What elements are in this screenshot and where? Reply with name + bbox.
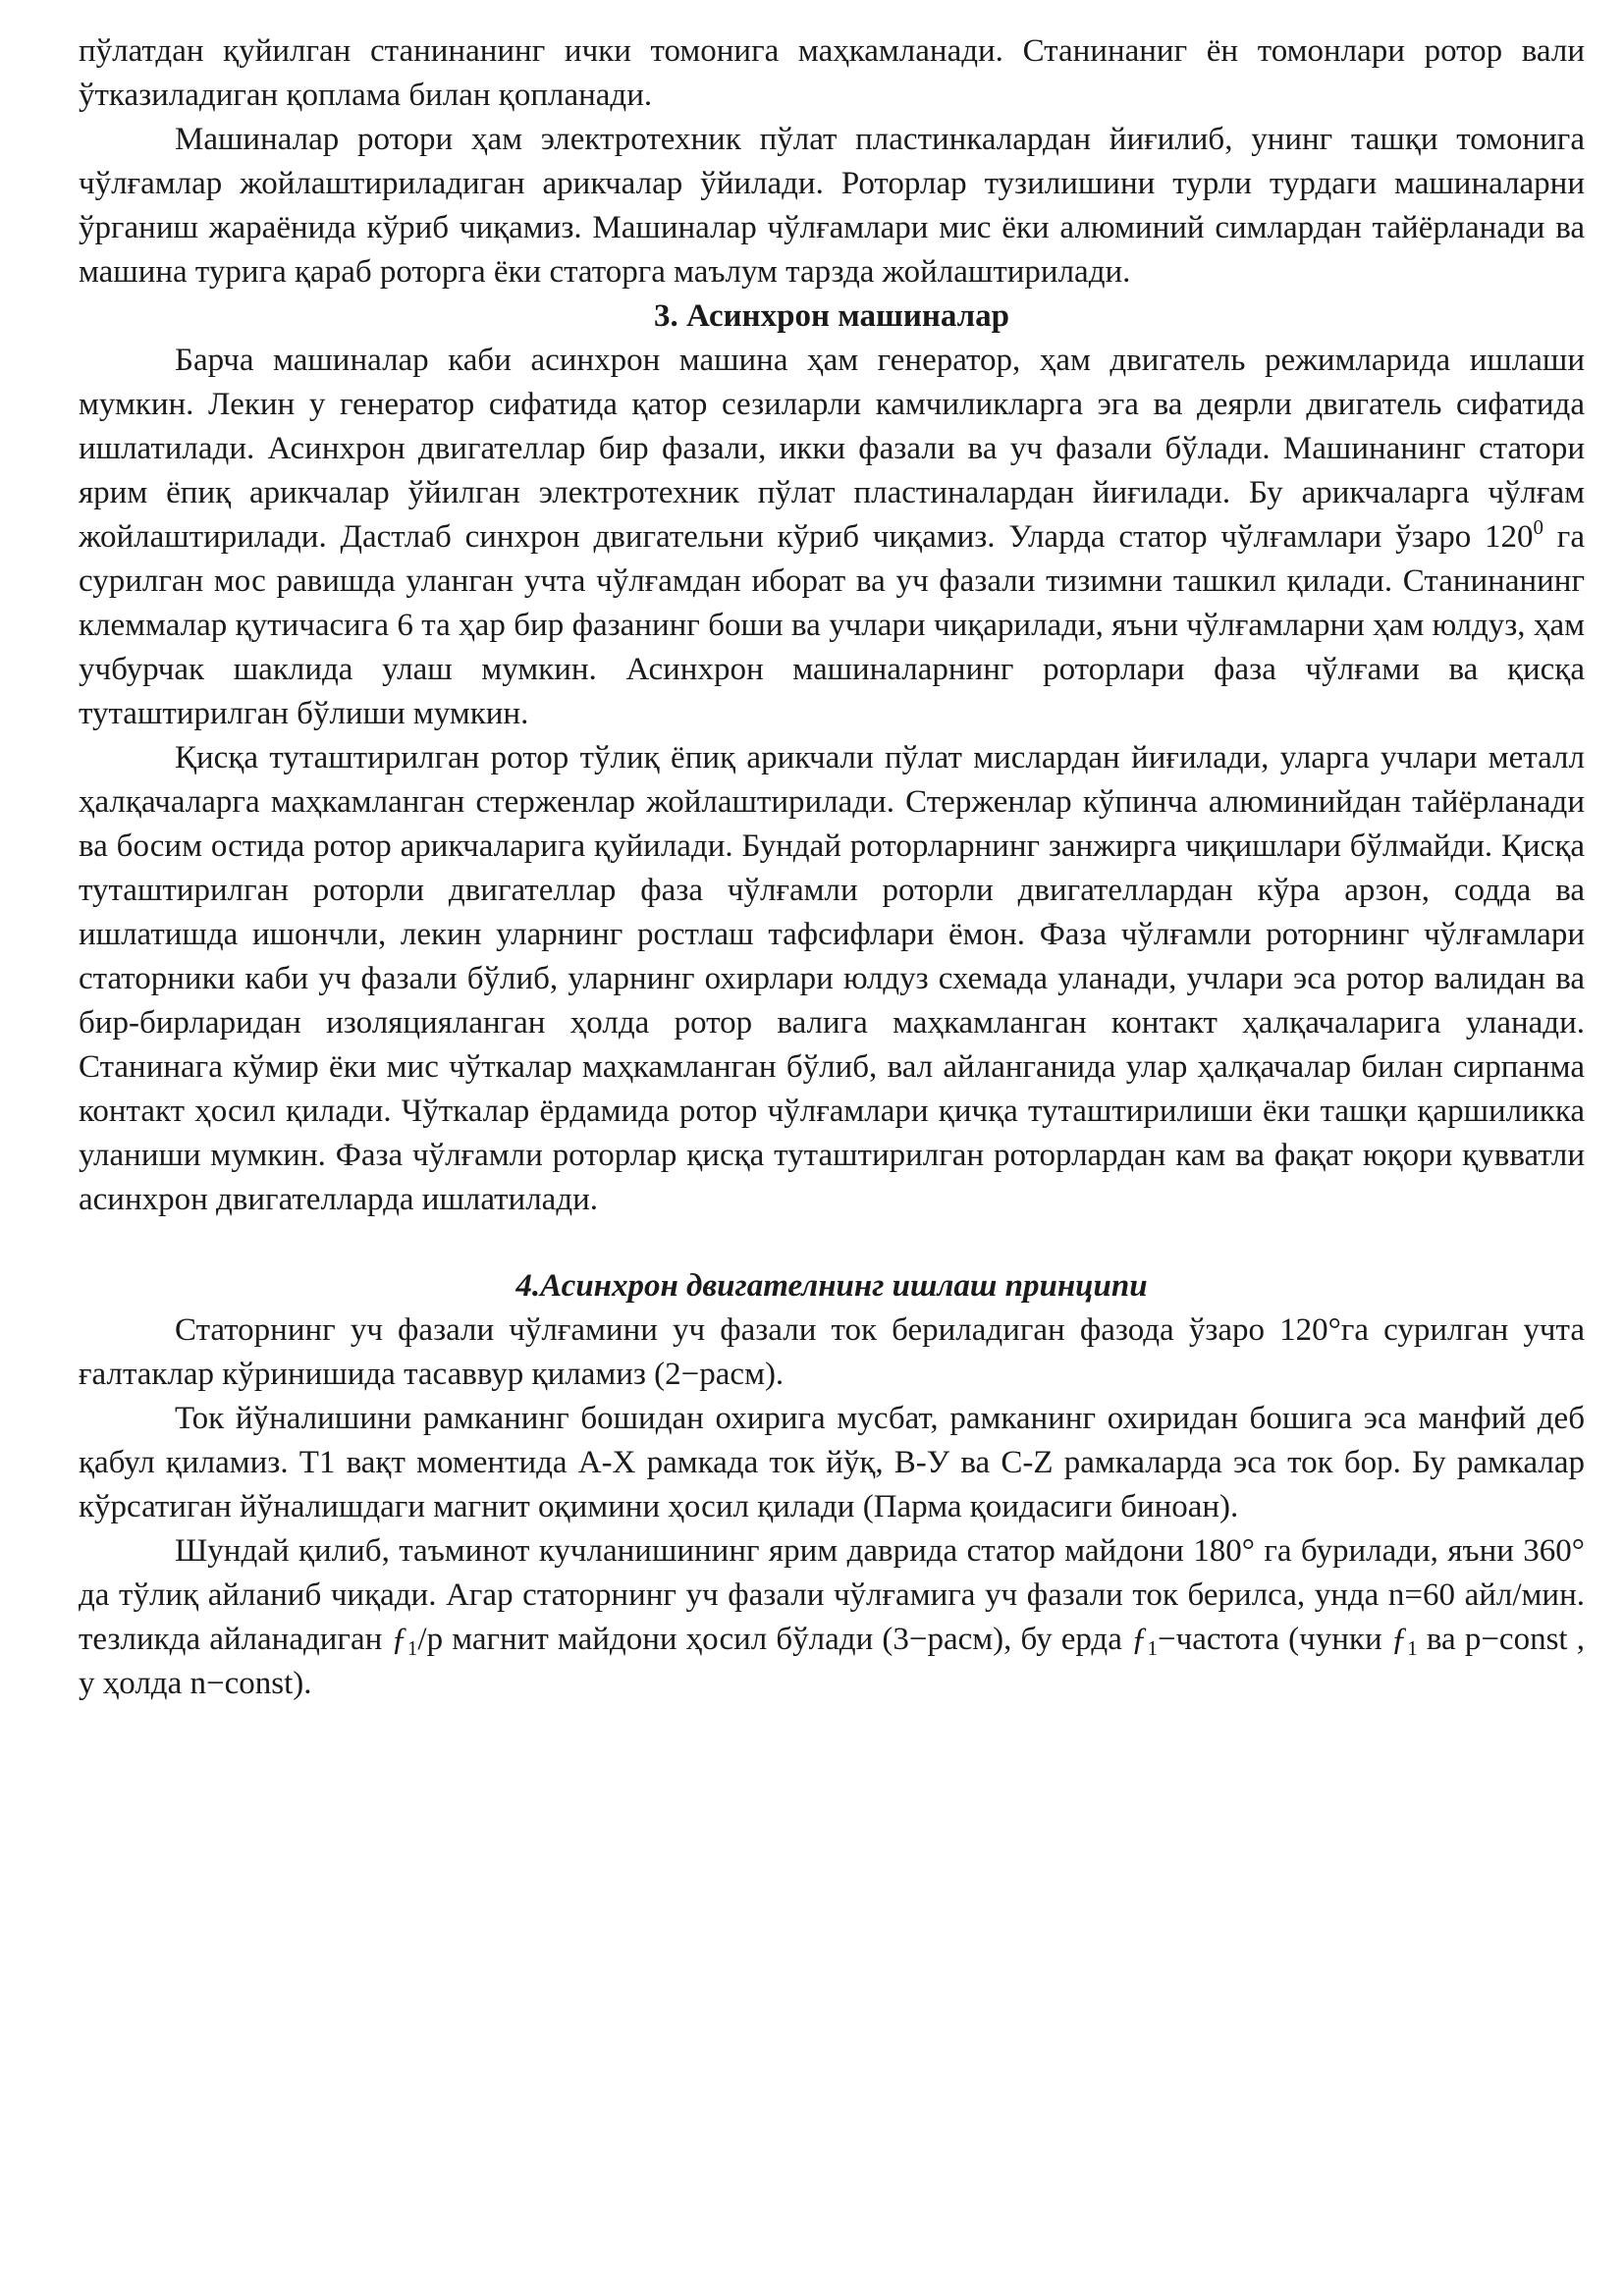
frequency-subscript: 1: [406, 1636, 418, 1660]
intro-paragraph-rotor: Машиналар ротори ҳам электротехник пўлат пластинкалардан йиғилиб, унинг ташқи томонига чўлғамлар жойлаштириладиган арикчалар ўйилади. Роторлар тузилишини турли турдаги машиналарни ўрганиш жараёнида кўриб чиқамиз. Машиналар чўлғамлари мис ёки алюминий симлардан тайёрланади ва машина турига қараб роторга ёки статорга маълум тарзда жойлаштирилади.: [79, 122, 1585, 290]
section-3-p1-text-a: Барча машиналар каби асинхрон машина ҳам генератор, ҳам двигатель режимларида ишлаши мумкин. Лекин у генератор сифатида қатор сезиларли камчиликларга эга ва деярли двигатель сифатида ишлатилади. Асинхрон двигателлар бир фазали, икки фазали ва уч фазали бўлади. Машинанинг статори ярим ёпиқ арикчалар ўйилган электротехник пўлат пластиналардан йиғилади. Бу арикчаларга чўлғам жойлаштирилади. Дастлаб синхрон двигательни кўриб чиқамиз. Уларда статор чўлғамлари ўзаро 120: [79, 343, 1585, 555]
section-4-heading: 4.Асинхрон двигателнинг ишлаш принципи: [515, 1268, 1148, 1304]
section-3-paragraph-1: [79, 339, 1585, 736]
section-3-paragraph-2: Қисқа туташтирилган ротор тўлиқ ёпиқ арикчали пўлат мислардан йиғилади, уларга учлари металл ҳалқачаларга маҳкамланган стерженлар жойлаштирилади. Стерженлар кўпинча алюминийдан тайёрланади ва босим остида ротор арикчаларига қуйилади. Бундай роторларнинг занжирга чиқишлари бўлмайди. Қисқа туташтирилган роторли двигателлар фаза чўлғамли роторли двигателлардан кўра арзон, содда ва ишлатишда ишончли, лекин уларнинг ростлаш тафсифлари ёмон. Фаза чўлғамли роторнинг чўлғамлари статорники каби уч фазали бўлиб, уларнинг охирлари юлдуз схемада уланади, учлари эса ротор валидан ва бир-бирларидан изоляцияланган ҳолда ротор валига маҳкамланган контакт ҳалқачаларига уланади. Станинага кўмир ёки мис чўткалар маҳкамланган бўлиб, вал айланганида улар ҳалқачалар билан сирпанма контакт ҳосил қилади. Чўткалар ёрдамида ротор чўлғамлари қичқа туташтирилиши ёки ташқи қаршиликка уланиши мумкин. Фаза чўлғамли роторлар қисқа туташтирилган роторлардан кам ва фақат юқори қувватли асинхрон двигателларда ишлатилади.: [79, 740, 1585, 1217]
section-3-p1-text-b: га сурилган мос равишда уланган учта чўлғамдан иборат ва уч фазали тизимни ташкил қилади. Станинанинг клеммалар қутичасига 6 та ҳар бир фазанинг боши ва учлари чиқарилади, яъни чўлғамларни ҳам юлдуз, ҳам учбурчак шаклида улаш мумкин. Асинхрон машиналарнинг роторлари фаза чўлғами ва қисқа туташтирилган бўлиши мумкин.: [79, 519, 1585, 731]
section-4-p3-text-b: /р магнит майдони ҳосил бўлади (3−расм), бу ерда: [417, 1622, 1131, 1657]
frequency-symbol: ƒ: [1131, 1622, 1148, 1657]
section-4-paragraph-3: [79, 1529, 1585, 1706]
frequency-subscript: 1: [1147, 1636, 1158, 1660]
degree-superscript: 0: [1533, 515, 1544, 539]
section-4-p3-text-c: −частота (чунки: [1158, 1622, 1391, 1657]
intro-paragraph-continued: пўлатдан қуйилган станинанинг ички томонига маҳкамланади. Станинаниг ён томонлари ротор вали ўтказиладиган қоплама билан қопланади.: [79, 33, 1585, 113]
frequency-symbol: ƒ: [1390, 1622, 1408, 1657]
section-4-paragraph-2: Ток йўналишини рамканинг бошидан охирига мусбат, рамканинг охиридан бошига эса манфий деб қабул қиламиз. Т1 вақт моментида А-Х рамкада ток йўқ, В-У ва С-Z рамкаларда эса ток бор. Бу рамкалар кўрсатиган йўналишдаги магнит оқимини ҳосил қилади (Парма қоидасиги биноан).: [79, 1401, 1585, 1524]
frequency-subscript: 1: [1407, 1636, 1418, 1660]
section-4-p3-text-a: Шундай қилиб, таъминот кучланишининг ярим даврида статор майдони 180° га бурилади, яъни 360° да тўлиқ айланиб чиқади. Агар статорнинг уч фазали чўлғамига уч фазали ток берилса, унда n=60 айл/мин. тезликда айланадиган: [79, 1533, 1585, 1657]
section-4-p3-text-d: ва р−const , у ҳолда n−const).: [79, 1622, 1585, 1701]
section-3-heading: 3. Асинхрон машиналар: [653, 298, 1010, 334]
section-4-paragraph-1: Статорнинг уч фазали чўлғамини уч фазали ток бериладиган фазода ўзаро 120°га сурилган учта ғалтаклар кўринишида тасаввур қиламиз (2−расм).: [79, 1312, 1585, 1392]
frequency-symbol: ƒ: [391, 1622, 407, 1657]
